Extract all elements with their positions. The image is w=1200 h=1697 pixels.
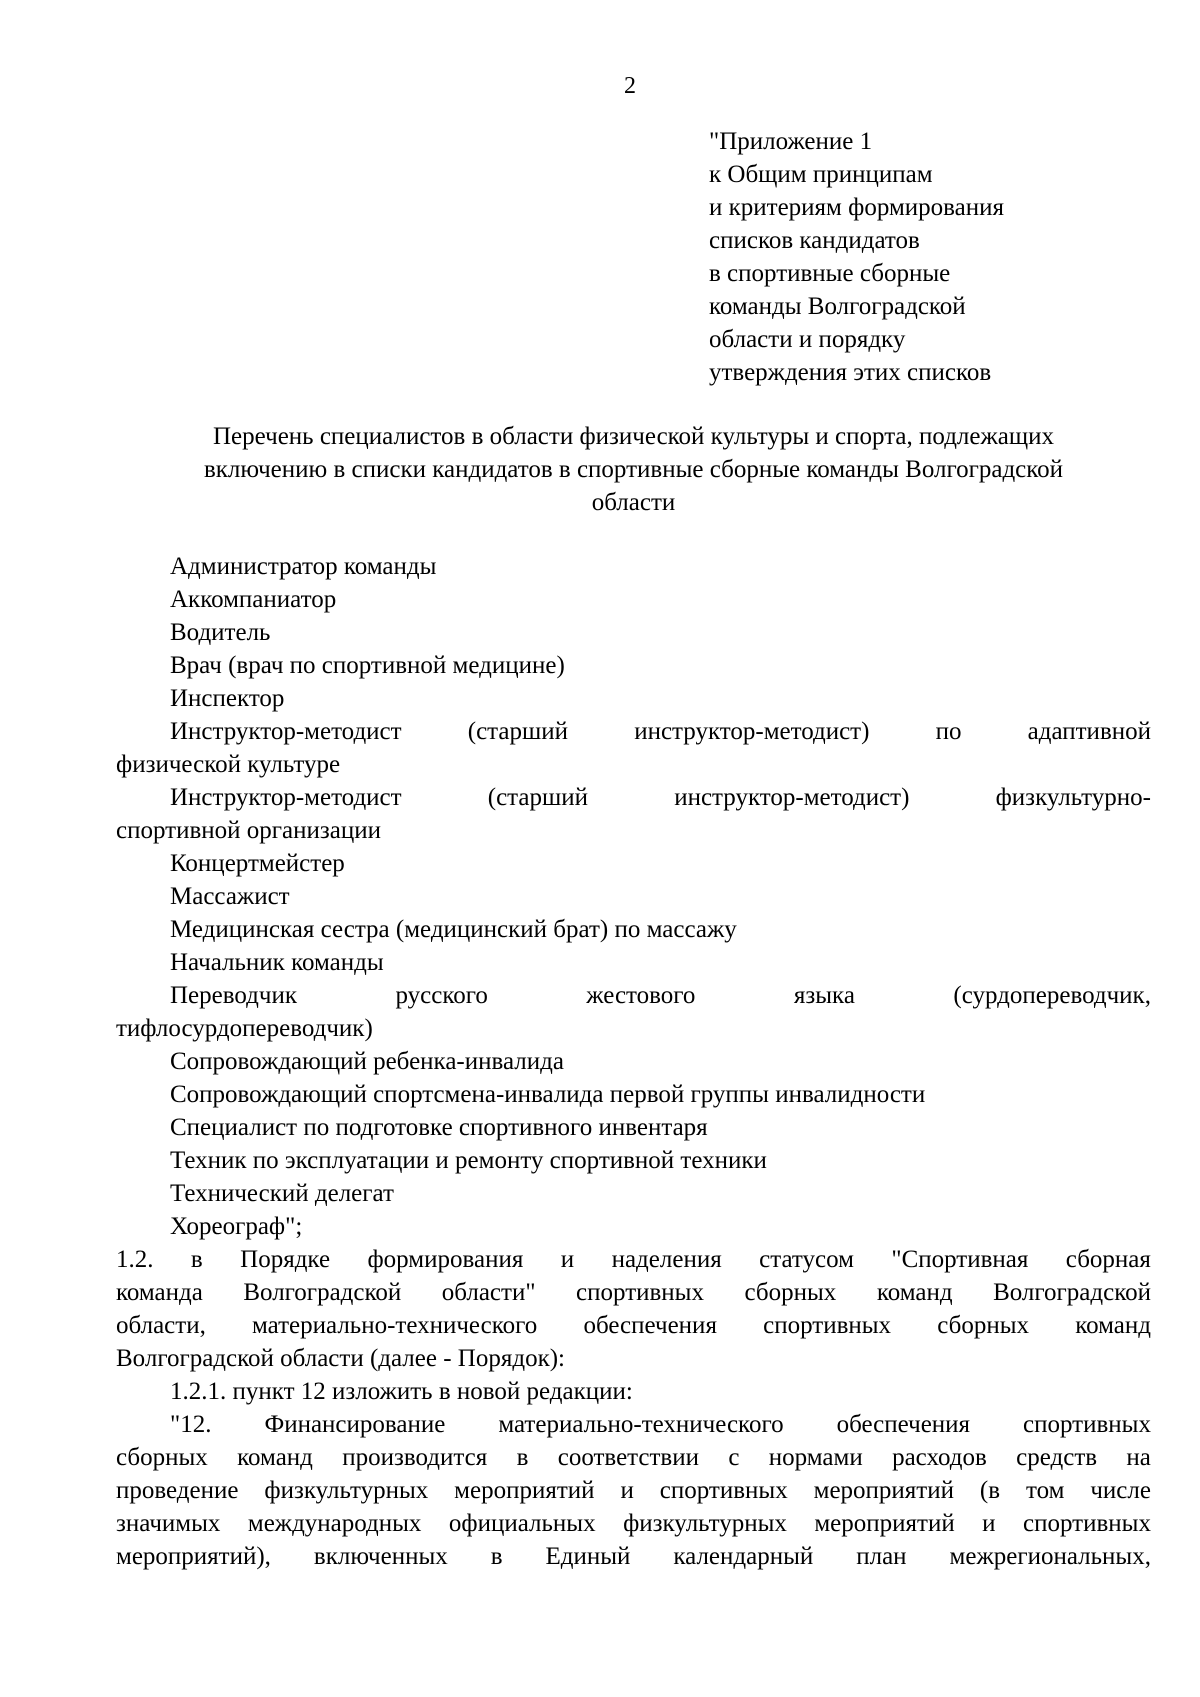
word: календарный: [673, 1543, 814, 1570]
word: Порядке: [240, 1246, 331, 1273]
word: нормами: [768, 1444, 863, 1471]
word: "Спортивная: [891, 1246, 1029, 1273]
word: области,: [116, 1312, 206, 1339]
list-item: Администратор команды: [170, 553, 437, 580]
word: статусом: [759, 1246, 854, 1273]
word: команд: [237, 1444, 313, 1471]
word: проведение: [116, 1477, 239, 1504]
word: Волгоградской: [993, 1279, 1151, 1306]
list-item: Сопровождающий спортсмена-инвалида первой группы инвалидности: [170, 1081, 926, 1108]
word: инструктор-методист): [674, 784, 910, 811]
list-item: Врач (врач по спортивной медицине): [170, 652, 565, 679]
word: включенных: [313, 1543, 448, 1570]
word: сборных: [116, 1444, 208, 1471]
list-item: Технический делегат: [170, 1180, 394, 1207]
appendix-line: в спортивные сборные: [709, 260, 951, 287]
list-item: Специалист по подготовке спортивного инвентаря: [170, 1114, 708, 1141]
list-item: Медицинская сестра (медицинский брат) по массажу: [170, 916, 737, 943]
word: соответствии: [557, 1444, 699, 1471]
word: инструктор-методист): [634, 718, 870, 745]
paragraph-line: [116, 1540, 1151, 1573]
word: русского: [395, 982, 488, 1009]
word: мероприятий: [813, 1477, 954, 1504]
body-text: [116, 1243, 1151, 1573]
word: спортивных: [1023, 1411, 1151, 1438]
word: 1.2.: [116, 1246, 154, 1273]
word: "12.: [170, 1411, 212, 1438]
word: по: [935, 718, 962, 745]
word: числе: [1090, 1477, 1151, 1504]
list-item-continuation: спортивной организации: [116, 817, 381, 844]
word: (в: [979, 1477, 1001, 1504]
document-title: [116, 420, 1151, 519]
word: спортивных: [1023, 1510, 1151, 1537]
list-item: Массажист: [170, 883, 290, 910]
paragraph-line: [116, 1276, 1151, 1309]
word: спортивных: [576, 1279, 704, 1306]
word: материально-технического: [252, 1312, 538, 1339]
word: адаптивной: [1027, 718, 1151, 745]
list-item: Аккомпаниатор: [170, 586, 337, 613]
word: команд: [876, 1279, 953, 1306]
word: Инструктор-методист: [170, 718, 402, 745]
word: (старший: [467, 718, 569, 745]
word: Единый: [545, 1543, 631, 1570]
word: мероприятий),: [116, 1543, 271, 1570]
word: мероприятий: [814, 1510, 955, 1537]
paragraph-line: [116, 1243, 1151, 1276]
word: Переводчик: [170, 982, 297, 1009]
list-item: Концертмейстер: [170, 850, 345, 877]
word: физкультурных: [264, 1477, 429, 1504]
word: сборная: [1065, 1246, 1151, 1273]
appendix-line: команды Волгоградской: [709, 293, 966, 320]
specialist-list: [116, 550, 1151, 1243]
word: физкультурных: [623, 1510, 787, 1537]
word: сборных: [744, 1279, 837, 1306]
word: официальных: [448, 1510, 596, 1537]
word: и: [560, 1246, 575, 1273]
word: команда: [116, 1279, 203, 1306]
word: план: [856, 1543, 907, 1570]
list-item: Инспектор: [170, 685, 285, 712]
word: в: [490, 1543, 503, 1570]
paragraph-line: [116, 1441, 1151, 1474]
word: области": [441, 1279, 536, 1306]
word: спортивных: [659, 1477, 788, 1504]
word: и: [620, 1477, 634, 1504]
word: межрегиональных,: [949, 1543, 1151, 1570]
appendix-line: области и порядку: [709, 326, 906, 353]
word: физкультурно-: [995, 784, 1151, 811]
paragraph-line: [116, 1507, 1151, 1540]
list-item: Начальник команды: [170, 949, 384, 976]
word: в: [190, 1246, 203, 1273]
word: мероприятий: [454, 1477, 595, 1504]
list-item: [116, 715, 1151, 748]
appendix-line: "Приложение 1: [709, 128, 873, 155]
word: (сурдопереводчик,: [953, 982, 1151, 1009]
appendix-line: к Общим принципам: [709, 161, 933, 188]
word: международных: [247, 1510, 422, 1537]
word: (старший: [487, 784, 589, 811]
word: производится: [342, 1444, 488, 1471]
list-item: Хореограф";: [170, 1213, 303, 1240]
appendix-line: списков кандидатов: [709, 227, 920, 254]
word: расходов: [892, 1444, 987, 1471]
word: том: [1025, 1477, 1065, 1504]
word: спортивных: [763, 1312, 892, 1339]
word: Финансирование: [264, 1411, 446, 1438]
word: жестового: [586, 982, 696, 1009]
word: Волгоградской: [243, 1279, 402, 1306]
page-number: 2: [624, 73, 636, 99]
title-line: области: [591, 489, 676, 516]
title-line: Перечень специалистов в области физической культуры и спорта, подлежащих: [213, 423, 1054, 450]
word: наделения: [611, 1246, 722, 1273]
paragraph-line: 1.2.1. пункт 12 изложить в новой редакции:: [170, 1378, 633, 1405]
list-item: Сопровождающий ребенка-инвалида: [170, 1048, 564, 1075]
paragraph-line: [116, 1309, 1151, 1342]
word: обеспечения: [836, 1411, 971, 1438]
word: на: [1126, 1444, 1151, 1471]
word: команд: [1075, 1312, 1151, 1339]
list-item: Техник по эксплуатации и ремонту спортивной техники: [170, 1147, 767, 1174]
word: материально-технического: [498, 1411, 784, 1438]
appendix-line: и критериям формирования: [709, 194, 1004, 221]
list-item: [116, 781, 1151, 814]
word: Инструктор-методист: [170, 784, 402, 811]
word: языка: [793, 982, 855, 1009]
list-item: [116, 979, 1151, 1012]
list-item-continuation: тифлосурдопереводчик): [116, 1015, 373, 1042]
appendix-line: утверждения этих списков: [709, 359, 992, 386]
paragraph-line: [116, 1474, 1151, 1507]
title-line: включению в списки кандидатов в спортивные сборные команды Волгоградской: [203, 456, 1064, 483]
paragraph-line: [116, 1408, 1151, 1441]
word: сборных: [937, 1312, 1030, 1339]
list-item-continuation: физической культуре: [116, 751, 341, 778]
word: формирования: [367, 1246, 524, 1273]
appendix-header: [709, 125, 1129, 389]
paragraph-line: Волгоградской области (далее - Порядок):: [116, 1345, 565, 1372]
word: значимых: [116, 1510, 221, 1537]
word: в: [516, 1444, 529, 1471]
word: обеспечения: [583, 1312, 717, 1339]
word: и: [982, 1510, 996, 1537]
word: с: [728, 1444, 740, 1471]
list-item: Водитель: [170, 619, 271, 646]
word: средств: [1016, 1444, 1098, 1471]
